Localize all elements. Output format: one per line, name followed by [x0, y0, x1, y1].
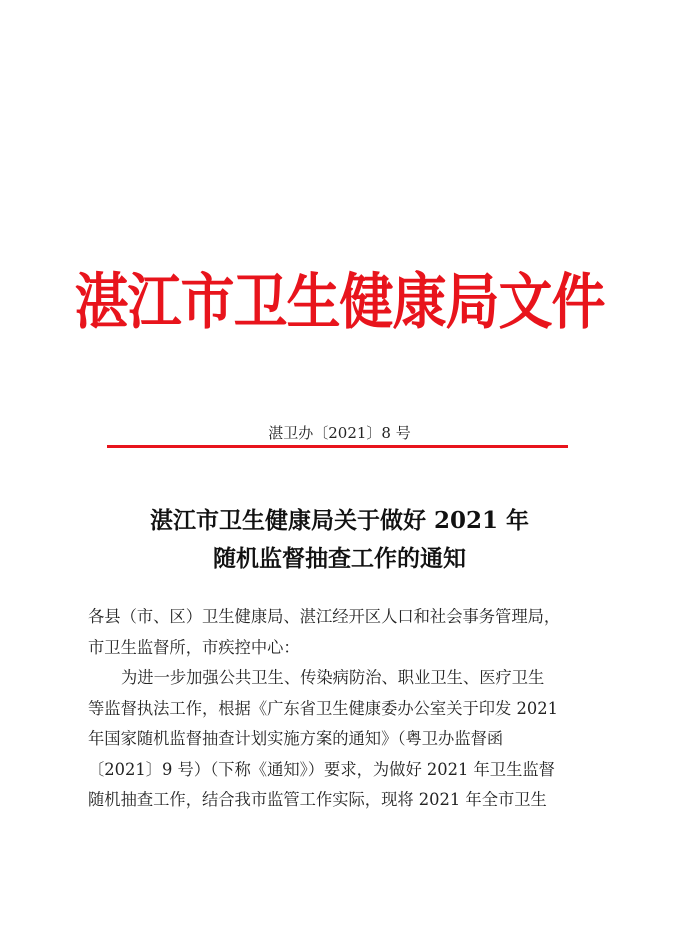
- body-line: 为进一步加强公共卫生、传染病防治、职业卫生、医疗卫生: [121, 668, 545, 687]
- notice-title: [0, 502, 679, 578]
- body-line: 市卫生监督所，市疾控中心：: [88, 637, 300, 657]
- notice-title-line-1: 湛江市卫生健康局关于做好 2021 年: [149, 507, 530, 534]
- document-number: 湛卫办〔2021〕8 号: [268, 424, 411, 442]
- body-line: 〔2021〕9 号）（下称《通知》）要求，为做好 2021 年卫生监督: [88, 759, 555, 779]
- notice-title-line-2: 随机监督抽查工作的通知: [213, 545, 466, 572]
- issuer-header-title: 湛江市卫生健康局文件: [74, 265, 605, 338]
- red-separator-rule: [107, 445, 568, 448]
- body-text: [88, 602, 598, 816]
- body-line: 随机抽查工作，结合我市监管工作实际，现将 2021 年全市卫生: [88, 790, 547, 809]
- body-line: 等监督执法工作，根据《广东省卫生健康委办公室关于印发 2021: [88, 698, 558, 718]
- body-line: 年国家随机监督抽查计划实施方案的通知》（粤卫办监督函: [88, 729, 504, 748]
- body-line: 各县（市、区）卫生健康局、湛江经开区人口和社会事务管理局，: [88, 607, 561, 626]
